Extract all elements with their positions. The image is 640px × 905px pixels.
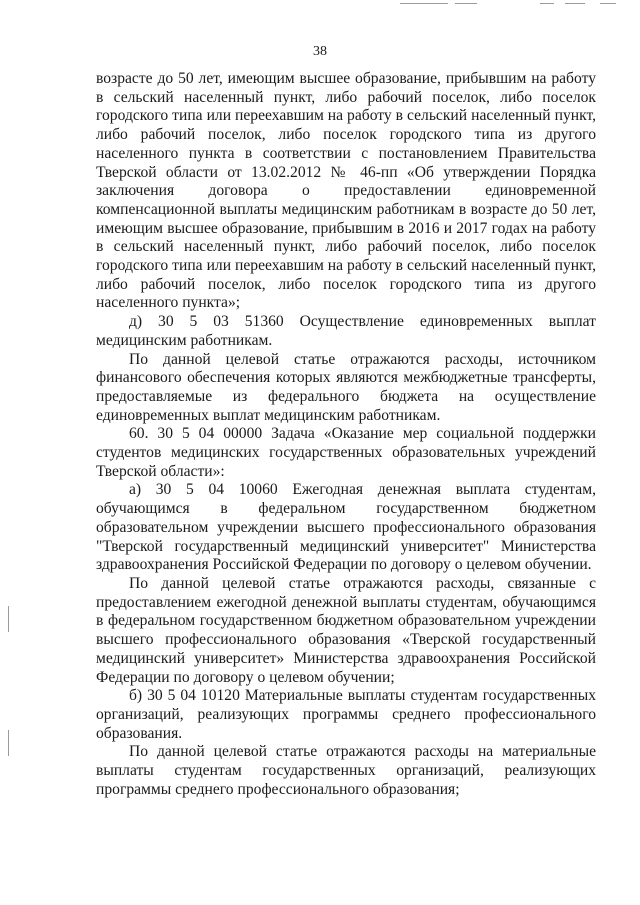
paragraph-item-a: а) 30 5 04 10060 Ежегодная денежная выплата студентам, обучающимся в федеральном государственном бюджетном образовательном учреждении высшего профессионального образования "Тверской государственный медицинский университет" Министерства здравоохранения Российской Федерации по договору о целевом обучении. [96,481,596,574]
page-number: 38 [313,44,327,59]
scan-mark-top [400,3,448,4]
paragraph-expense-description: По данной целевой статье отражаются расходы, связанные с предоставлением ежегодной денежной выплаты студентам, обучающимся в федеральном государственном бюджетном образовательном учреждении высшего профессионального образования «Тверской государственный медицинский университет» Министерства здравоохранения Российской Федерации по договору о целевом обучении; [96,574,596,686]
paragraph-expense-description: По данной целевой статье отражаются расходы на материальные выплаты студентам государственных организаций, реализующих программы среднего профессионального образования; [96,743,596,798]
document-body [96,70,596,799]
scan-mark-left-edge [8,606,9,632]
paragraph-item-b: б) 30 5 04 10120 Материальные выплаты студентам государственных организаций, реализующих программы среднего профессионального образования. [96,687,596,742]
paragraph-item-d: д) 30 5 03 51360 Осуществление единовременных выплат медицинским работникам. [96,313,596,349]
paragraph-continuation: возрасте до 50 лет, имеющим высшее образование, прибывшим на работу в сельский населенный пункт, либо рабочий поселок, либо поселок городского типа или переехавшим на работу в сельский населенный пункт, либо рабочий поселок, либо поселок городского типа из другого населенного пункта в соответствии с постановлением Правительства Тверской области от 13.02.2012 № 46-пп «Об утверждении Порядка заключения договора о предоставлении единовременной компенсационной выплаты медицинским работникам в возрасте до 50 лет, имеющим высшее образование, прибывшим в 2016 и 2017 годах на работу в сельский населенный пункт, либо рабочий поселок, либо поселок городского типа или переехавшим на работу в сельский населенный пункт, либо рабочий поселок, либо поселок городского типа из другого населенного пункта»; [96,70,596,312]
paragraph-expense-description: По данной целевой статье отражаются расходы, источником финансового обеспечения которых являются межбюджетные трансферты, предоставляемые из федерального бюджета на осуществление единовременных выплат медицинским работникам. [96,350,596,424]
paragraph-task-60: 60. 30 5 04 00000 Задача «Оказание мер социальной поддержки студентов медицинских государственных образовательных учреждений Тверской области»: [96,425,596,480]
scan-mark-top [565,3,585,4]
scan-mark-top [540,3,554,4]
scan-mark-top [600,3,616,4]
scan-mark-top [455,3,477,4]
scan-mark-left-edge [8,730,9,756]
